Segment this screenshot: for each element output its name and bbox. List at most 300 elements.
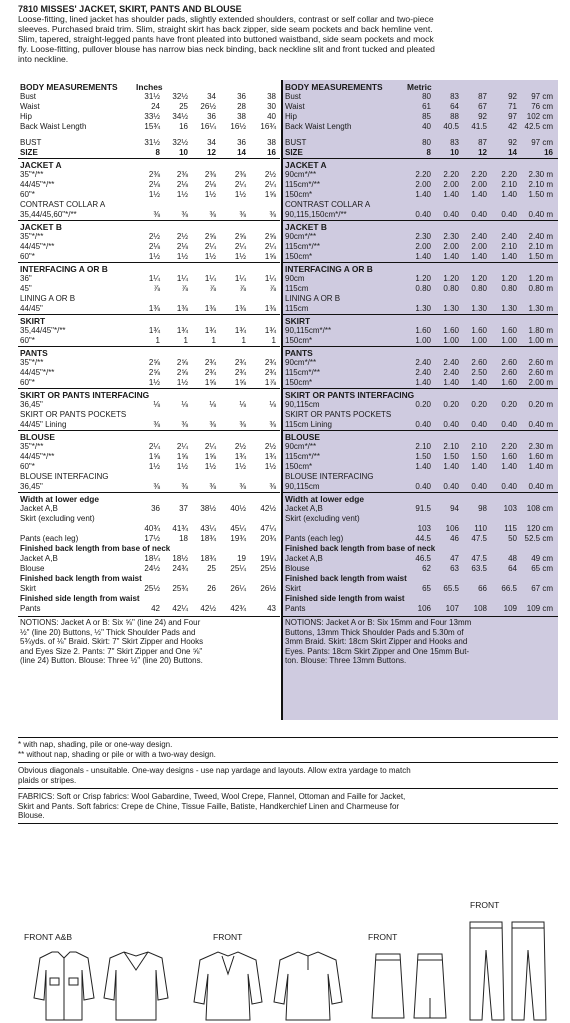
row-label: Skirt [20,584,36,593]
cell-value: 2½ [234,442,246,451]
cell-value: 2⅛ [148,180,160,189]
row-label: 44/45"*/** [20,452,55,461]
section-rule [283,158,558,159]
table-row [283,378,558,388]
cell-value: 108 cm [526,504,553,513]
cell-value: ⅜ [153,420,160,429]
table-row [18,594,280,604]
cell-value: 42½ [260,504,276,513]
cell-value: 1.20 [415,274,431,283]
cell-value: 0.80 [415,284,431,293]
notions-rule [18,616,280,617]
cell-value: 1.30 [415,304,431,313]
section-rule [283,492,558,493]
cell-value: 2⅛ [148,242,160,251]
fabrics-line: FABRICS: Soft or Crisp fabrics: Wool Gabardine, Tweed, Wool Crepe, Flannel, Ottoman and Faille for Jacket, [18,792,406,801]
cell-value: 2.00 m [528,378,553,387]
row-label: Hip [285,112,298,121]
cell-value: 1.00 [415,336,431,345]
cell-value: 2⅝ [148,358,160,367]
cell-value: 2.00 [471,180,487,189]
row-label: 60"* [20,336,35,345]
cell-value: 18¼ [144,554,160,563]
cell-value: 1.50 [471,452,487,461]
cell-value: 1½ [234,252,246,261]
cell-value: 1.40 [443,190,459,199]
cell-value: 25¼ [230,564,246,573]
row-label: Pants (each leg) [285,534,344,543]
cell-value: 1½ [176,190,188,199]
notions-line: ½" (line 20) Buttons, ½" Thick Shoulder Pads and [20,627,196,637]
table-row [18,148,280,158]
fabrics-rule [18,788,558,789]
row-label: BLOUSE INTERFACING [20,472,109,481]
cell-value: 1½ [204,190,216,199]
row-label: BLOUSE INTERFACING [285,472,374,481]
row-label: SKIRT [285,316,311,326]
cell-value: 109 [503,604,517,613]
row-label: Bust [285,92,302,101]
table-row [283,190,558,200]
pants-back-sketch [512,922,546,1020]
cell-value: 2¼ [234,242,246,251]
cell-value: 1.40 [415,462,431,471]
row-label: Finished side length from waist [20,594,140,603]
cell-value: 1⅝ [204,452,216,461]
cell-value: 109 cm [526,604,553,613]
cell-value: 38½ [200,504,216,513]
row-label: JACKET A [285,160,327,170]
table-row [283,200,558,210]
cell-value: 1.40 [443,378,459,387]
cell-value: ⅜ [153,210,160,219]
cell-value: 2.20 [501,170,517,179]
cell-value: 1¾ [234,452,246,461]
cell-value: 42 [151,604,160,613]
table-row [18,102,280,112]
row-label: PANTS [20,348,48,358]
cell-value: 26½ [260,584,276,593]
cell-value: 2½ [176,232,188,241]
cell-value: 14 [237,148,246,157]
table-row [283,534,558,544]
table-row [283,524,558,534]
row-label: Blouse [285,564,310,573]
table-row [18,442,280,452]
notions-line: (line 24) Button. Blouse: Three ½" (line 20) Buttons. [20,656,203,665]
row-label: INTERFACING A OR B [20,264,108,274]
row-label: 60"* [20,378,35,387]
cell-value: 1.30 [471,304,487,313]
row-label: 35"*/** [20,442,44,451]
row-label: Finished back length from base of neck [20,544,171,553]
cell-value: 1⅝ [264,252,276,261]
table-row [18,304,280,314]
notions-line: and Eyes Size 2. Pants: 7" Skirt Zipper and One ⅝" [20,646,203,656]
cell-value: 2¼ [204,242,216,251]
table-row [283,554,558,564]
cell-value: 43¼ [200,524,216,533]
cell-value: 1.40 [471,462,487,471]
unit-label: Inches [136,82,163,92]
table-row [283,400,558,410]
section-heading [283,222,558,232]
cell-value: 102 cm [526,112,553,121]
table-row [283,210,558,220]
cell-value: 24 [151,102,160,111]
row-label: BUST [20,138,42,147]
row-label: 60"* [20,462,35,471]
row-label: Jacket A,B [285,554,323,563]
cell-value: 40 [267,112,276,121]
cell-value: 103 [417,524,431,533]
pattern-header [18,4,558,64]
cell-value: 46 [450,534,459,543]
cell-value: 64 [508,564,517,573]
cell-value: 87 [478,92,487,101]
cell-value: 65.5 [443,584,459,593]
cell-value: 1.80 m [528,326,553,335]
row-label: Jacket A,B [20,504,58,513]
cell-value: 8 [155,148,160,157]
table-row [18,410,280,420]
cell-value: 40 [422,122,431,131]
table-row [18,200,280,210]
cell-value: 47.5 [471,554,487,563]
cell-value: 31½ [144,138,160,147]
cell-value: 1.60 [415,326,431,335]
cell-value: 63 [450,564,459,573]
cell-value: 26¼ [230,584,246,593]
table-row [283,358,558,368]
table-row [283,170,558,180]
cell-value: 17½ [144,534,160,543]
cell-value: 15¾ [144,122,160,131]
row-label: Waist [20,102,40,111]
row-label: Back Waist Length [20,122,87,131]
section-rule [18,314,280,315]
cell-value: 108 [473,604,487,613]
row-label: Skirt (excluding vent) [20,514,95,523]
cell-value: 2¼ [264,180,276,189]
cell-value: 38 [237,112,246,121]
cell-value: ⅜ [239,420,246,429]
table-row [18,462,280,472]
table-row [283,294,558,304]
table-row [18,92,280,102]
cell-value: 0.40 [501,210,517,219]
cell-value: 10 [179,148,188,157]
cell-value: 2⅜ [234,170,246,179]
cell-value: 0.40 m [528,420,553,429]
notions-rule [283,616,558,617]
section-heading [18,222,280,232]
cell-value: 2.00 [443,180,459,189]
cell-value: 0.20 [415,400,431,409]
cell-value: 94 [450,504,459,513]
row-label: 90,115cm*/** [285,326,332,335]
table-row [283,604,558,614]
fabrics-note [18,792,558,821]
cell-value: 36 [237,138,246,147]
cell-value: 2.30 m [528,442,553,451]
table-row [18,420,280,430]
diagonals-line: plaids or stripes. [18,775,77,785]
section-rule [18,492,280,493]
cell-value: 0.40 [501,420,517,429]
cell-value: 2¼ [234,180,246,189]
table-row [18,358,280,368]
cell-value: 1½ [234,190,246,199]
table-row [283,472,558,482]
cell-value: 42 [508,122,517,131]
cell-value: 1.20 [443,274,459,283]
row-label: 45" [20,284,32,293]
cell-value: 1.40 [471,252,487,261]
diagonals-rule [18,762,558,763]
cell-value: 1.20 m [528,274,553,283]
cell-value: 1.60 [501,378,517,387]
table-row [18,232,280,242]
jacket-a-sketch [34,952,94,1020]
row-label: Pants [20,604,41,613]
cell-value: 36 [237,92,246,101]
row-label: 150cm* [285,378,313,387]
cell-value: ⅜ [269,210,276,219]
cell-value: 30 [267,102,276,111]
row-label: 36" [20,274,32,283]
table-row [283,420,558,430]
cell-value: 16¾ [260,122,276,131]
cell-value: 67 cm [531,584,553,593]
cell-value: 1½ [176,378,188,387]
cell-value: 1⅜ [176,304,188,313]
cell-value: 2.60 m [528,368,553,377]
cell-value: 26½ [200,102,216,111]
cell-value: ⅜ [153,482,160,491]
cell-value: 1⅝ [148,452,160,461]
row-label: SIZE [285,148,303,157]
table-row [283,594,558,604]
cell-value: 25½ [144,584,160,593]
cell-value: 1½ [204,252,216,261]
row-label: Pants [285,604,306,613]
cell-value: 45¼ [230,524,246,533]
row-label: Finished side length from waist [285,594,405,603]
row-label: CONTRAST COLLAR A [285,200,371,209]
row-label: 35"*/** [20,170,44,179]
cell-value: 16 [544,148,553,157]
table-row [18,170,280,180]
row-label: 90cm*/** [285,358,317,367]
cell-value: 2.40 [443,358,459,367]
table-row [283,336,558,346]
table-row [18,242,280,252]
table-row [283,112,558,122]
cell-value: ⅜ [181,210,188,219]
row-label: 150cm* [285,462,313,471]
cell-value: ⅞ [239,284,246,293]
cell-value: 32½ [172,92,188,101]
table-row [283,452,558,462]
row-label: 90cm [285,274,305,283]
row-label: Hip [20,112,33,121]
cell-value: 2.10 m [528,180,553,189]
table-row [283,584,558,594]
table-row [18,122,280,132]
cell-value: 2.10 [501,242,517,251]
row-label: 115cm [285,304,309,313]
row-label: SIZE [20,148,38,157]
label-front-skirt: FRONT [368,932,398,942]
cell-value: 2¾ [264,358,276,367]
cell-value: 87 [478,138,487,147]
cell-value: 2½ [148,232,160,241]
cell-value: ⅞ [181,284,188,293]
cell-value: 1.50 [443,452,459,461]
blouse-back-sketch [274,952,342,1020]
table-row [18,554,280,564]
description-line: fly. Loose-fitting, pullover blouse has narrow bias neck binding, back neckline slit and front tucked and pleated [18,44,435,54]
cell-value: 1½ [176,252,188,261]
cell-value: 40¾ [144,524,160,533]
table-row [18,574,280,584]
cell-value: 2.60 [501,358,517,367]
notions-line: NOTIONS: Jacket A or B: Six 15mm and Four 13mm [285,618,472,627]
cell-value: 1¼ [234,274,246,283]
row-label: BODY MEASUREMENTS [20,82,118,92]
row-label: 150cm* [285,190,313,199]
cell-value: 52.5 cm [524,534,553,543]
row-label: Skirt [285,584,301,593]
cell-value: 1½ [148,462,160,471]
section-heading [283,316,558,326]
section-heading [283,160,558,170]
table-row [283,368,558,378]
pants-front-sketch [470,922,504,1020]
cell-value: 1.20 [501,274,517,283]
table-row [18,336,280,346]
row-label: SKIRT OR PANTS INTERFACING [285,390,415,400]
garment-illustrations [0,870,570,1023]
row-label: PANTS [285,348,313,358]
table-row [283,574,558,584]
yardage-tables [18,80,558,720]
cell-value: 85 [422,112,431,121]
cell-value: 1 [271,336,276,345]
cell-value: 2.20 [443,170,459,179]
cell-value: 12 [207,148,216,157]
cell-value: 18¾ [200,554,216,563]
section-heading [283,348,558,358]
section-rule [18,388,280,389]
label-front-blouse: FRONT [213,932,243,942]
cell-value: 47 [450,554,459,563]
cell-value: 2.60 [501,368,517,377]
cell-value: 0.80 [501,284,517,293]
notions-line: ton. Blouse: Three 13mm Buttons. [285,656,407,665]
table-row [18,544,280,554]
cell-value: 1½ [148,378,160,387]
cell-value: 0.40 [415,482,431,491]
notions-line: 3mm Braid. Skirt: 18cm Skirt Zipper and Hooks and [285,637,468,646]
cell-value: 1.40 [471,190,487,199]
cell-value: 1⅜ [204,304,216,313]
cell-value: 2.40 [471,232,487,241]
cell-value: 1.40 m [528,462,553,471]
cell-value: 47¼ [260,524,276,533]
cell-value: 2⅝ [176,358,188,367]
cell-value: 20¾ [260,534,276,543]
cell-value: 92 [508,138,517,147]
table-row [283,232,558,242]
cell-value: 42½ [200,604,216,613]
cell-value: ⅜ [181,482,188,491]
cell-value: 2.30 [443,232,459,241]
cell-value: 2¾ [204,358,216,367]
cell-value: 97 cm [531,92,553,101]
cell-value: 2.20 [501,442,517,451]
row-label: 44/45" Lining [20,420,67,429]
cell-value: 41¾ [172,524,188,533]
table-row [18,524,280,534]
row-label: SKIRT OR PANTS POCKETS [20,410,127,419]
cell-value: 1¼ [176,274,188,283]
row-label: Bust [20,92,37,101]
cell-value: 2⅝ [264,232,276,241]
cell-value: 1.00 m [528,336,553,345]
cell-value: 40½ [230,504,246,513]
cell-value: 1⅞ [264,378,276,387]
cell-value: 16¼ [200,122,216,131]
cell-value: 0.40 [471,420,487,429]
section-rule [18,346,280,347]
table-row [18,472,280,482]
cell-value: 31½ [144,92,160,101]
section-rule [18,158,280,159]
cell-value: 97 [508,112,517,121]
cell-value: ⅛ [239,400,246,409]
table-row [283,148,558,158]
cell-value: 64 [450,102,459,111]
cell-value: 26 [207,584,216,593]
table-row [18,82,280,92]
row-label: Jacket A,B [20,554,58,563]
row-label: 35"*/** [20,358,44,367]
table-row [283,442,558,452]
cell-value: 1.00 [443,336,459,345]
cell-value: ⅞ [153,284,160,293]
cell-value: 1 [211,336,216,345]
row-label: LINING A OR B [20,294,76,303]
cell-value: 2.10 m [528,242,553,251]
row-label: SKIRT [20,316,46,326]
row-label: 90cm*/** [285,170,317,179]
row-label: JACKET B [285,222,327,232]
cell-value: ⅜ [209,482,216,491]
cell-value: 1.40 [415,252,431,261]
cell-value: 0.40 [443,420,459,429]
cell-value: 1⅝ [204,378,216,387]
cell-value: ⅛ [269,400,276,409]
cell-value: 92 [508,92,517,101]
row-label: 60"* [20,252,35,261]
table-row [283,462,558,472]
cell-value: ⅜ [181,420,188,429]
table-row [18,400,280,410]
label-front-pants: FRONT [470,900,500,910]
cell-value: 1¾ [264,452,276,461]
